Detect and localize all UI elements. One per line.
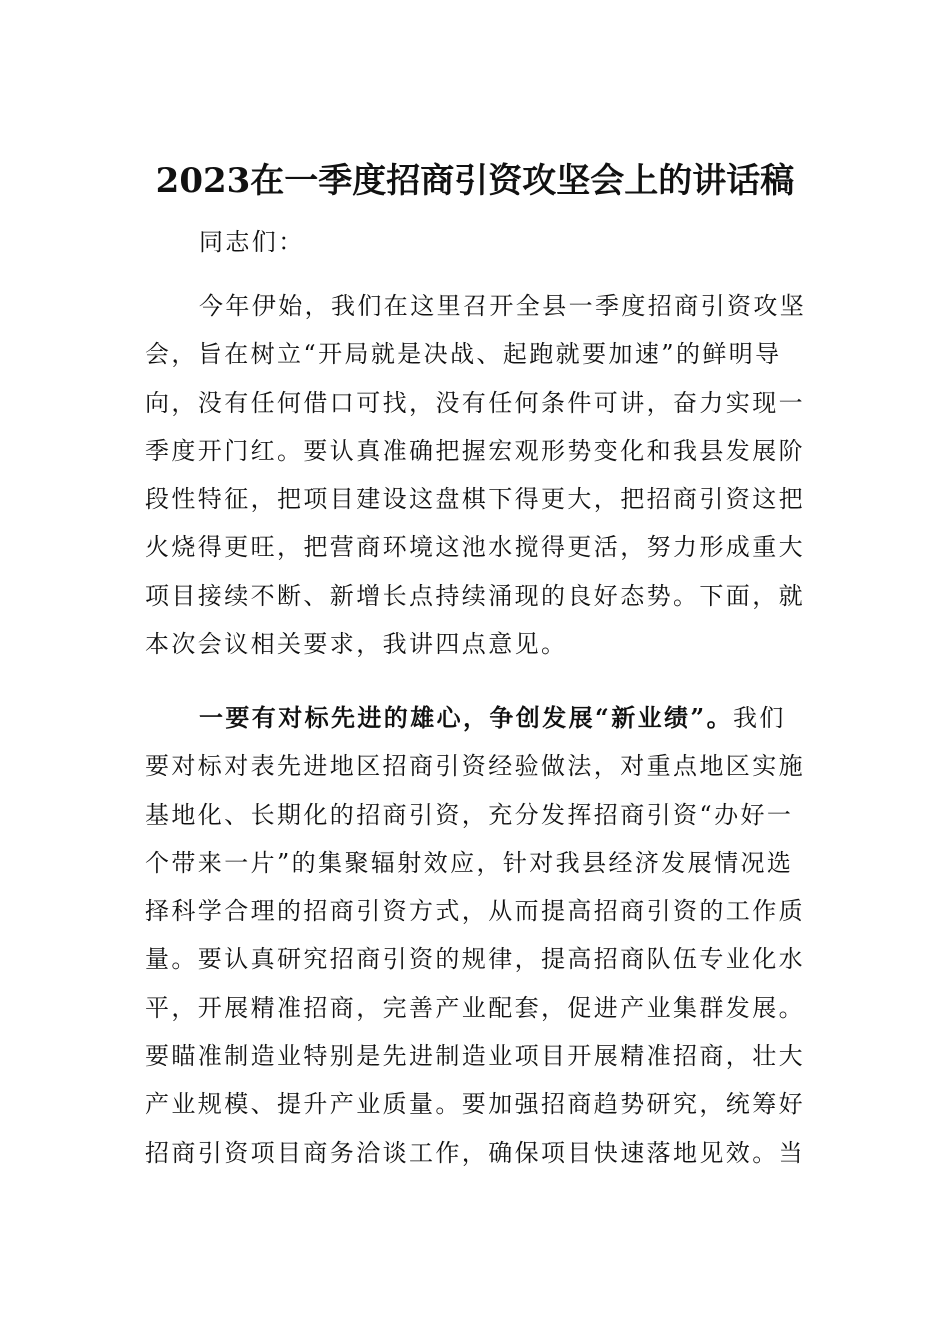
- document-title: 2023在一季度招商引资攻坚会上的讲话稿: [155, 161, 795, 201]
- heading-continuation: 我们: [733, 704, 786, 732]
- paragraph-line: 量。要认真研究招商引资的规律，提高招商队伍专业化水: [145, 945, 805, 974]
- paragraph-line: 向，没有任何借口可找，没有任何条件可讲，奋力实现一: [145, 388, 805, 417]
- paragraph-line: 季度开门红。要认真准确把握宏观形势变化和我县发展阶: [145, 436, 805, 465]
- paragraph-line: 本次会议相关要求，我讲四点意见。: [145, 630, 568, 659]
- paragraph-line: 段性特征，把项目建设这盘棋下得更大，把招商引资这把: [145, 485, 805, 514]
- paragraph-line: 产业规模、提升产业质量。要加强招商趋势研究，统筹好: [145, 1090, 805, 1119]
- paragraph-point-one: [145, 694, 805, 1177]
- paragraph-line: 要对标对表先进地区招商引资经验做法，对重点地区实施: [145, 752, 805, 781]
- paragraph-line: 会，旨在树立“开局就是决战、起跑就要加速”的鲜明导: [145, 340, 782, 369]
- paragraph-line: 要瞄准制造业特别是先进制造业项目开展精准招商，壮大: [145, 1042, 805, 1071]
- salutation: 同志们：: [199, 228, 305, 256]
- paragraph-line: 项目接续不断、新增长点持续涌现的良好态势。下面，就: [145, 581, 805, 610]
- paragraph-line: 基地化、长期化的招商引资，充分发挥招商引资“办好一: [145, 800, 794, 829]
- paragraph-line: 个带来一片”的集聚辐射效应，针对我县经济发展情况选: [145, 848, 794, 877]
- paragraph-line: 择科学合理的招商引资方式，从而提高招商引资的工作质: [145, 897, 805, 926]
- paragraph-line: [145, 694, 785, 742]
- paragraph-line: 火烧得更旺，把营商环境这池水搅得更活，努力形成重大: [145, 533, 805, 562]
- paragraph-line: 招商引资项目商务洽谈工作，确保项目快速落地见效。当: [145, 1138, 805, 1167]
- section-heading: 一要有对标先进的雄心，争创发展“新业绩”。: [199, 703, 734, 732]
- paragraph-line: 平，开展精准招商，完善产业配套，促进产业集群发展。: [145, 993, 805, 1022]
- paragraph-line: 今年伊始，我们在这里召开全县一季度招商引资攻坚: [199, 292, 807, 320]
- paragraph-opening: [145, 282, 807, 668]
